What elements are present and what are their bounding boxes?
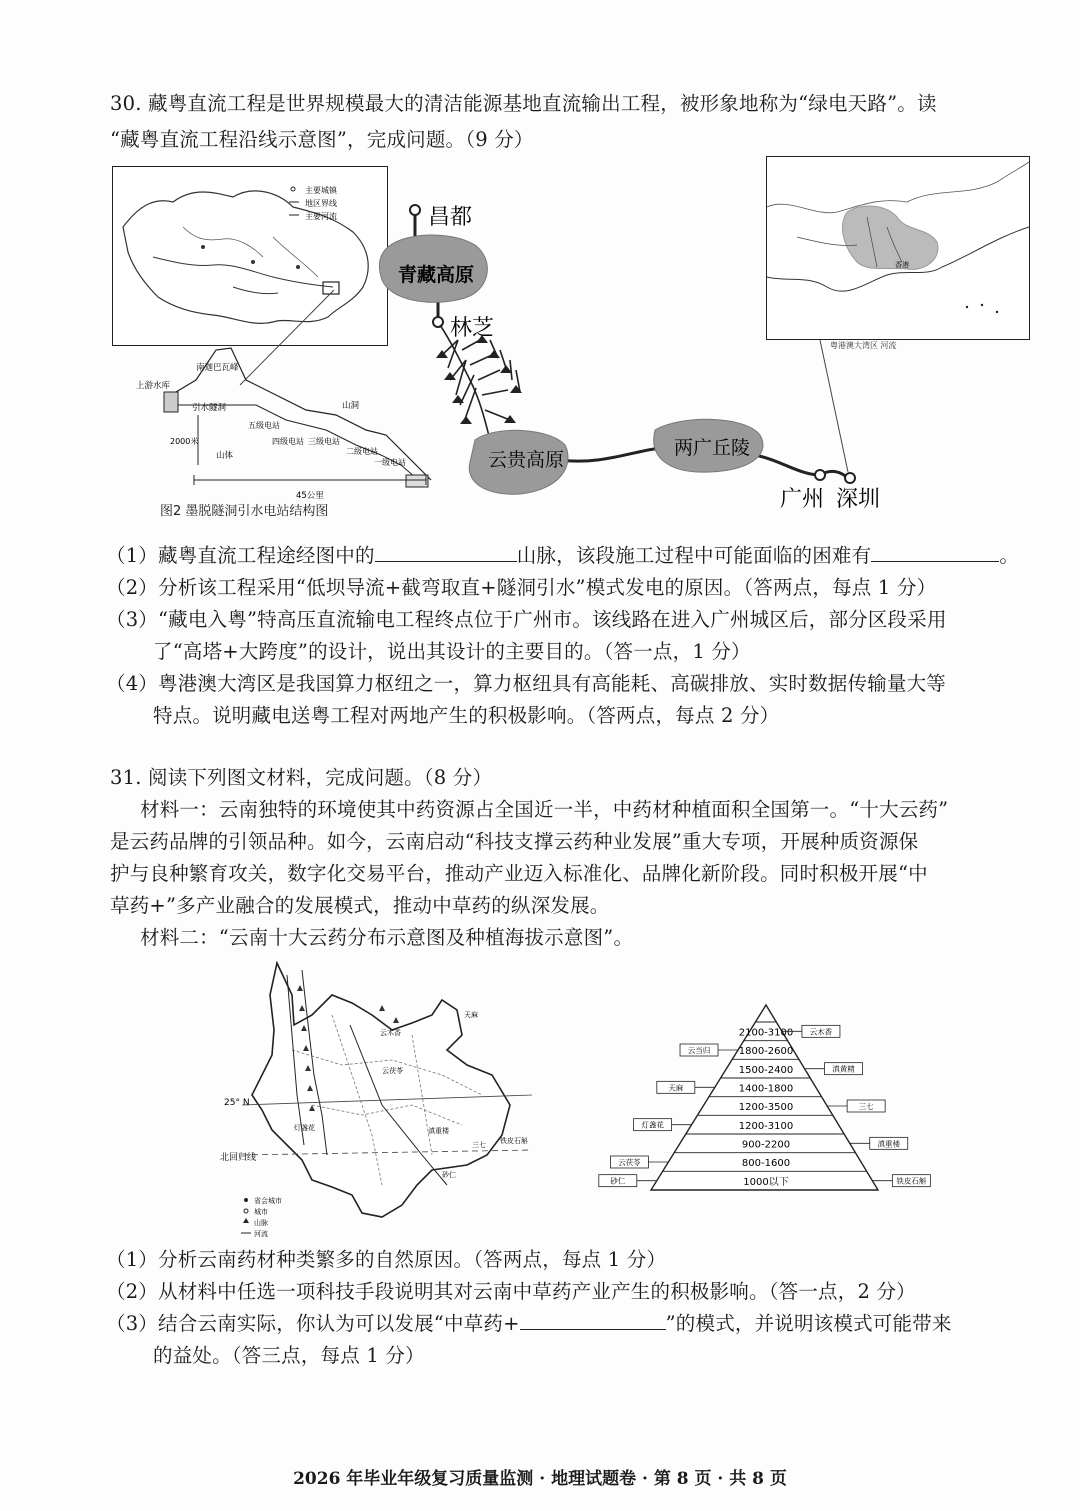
profile-length: 45公里: [296, 491, 324, 501]
pyramid-left-tag-2: [634, 1119, 692, 1131]
q30-1-part-b: 山脉，该段施工过程中可能面临的困难有: [516, 544, 872, 567]
profile-station5: 五级电站: [248, 421, 280, 430]
altitude-pyramid: [606, 1000, 926, 1200]
profile-station2: 二级电站: [346, 447, 378, 456]
route-yungui: 云贵高原: [488, 449, 565, 471]
yunnan-place-tiepishihu: 铁皮石斛: [500, 1137, 528, 1145]
svg-text:灯盏花: 灯盏花: [641, 1120, 664, 1130]
q30-1-blank-mountain[interactable]: [375, 543, 517, 562]
profile-cave: 山洞: [342, 401, 360, 411]
svg-text:云木香: 云木香: [809, 1027, 833, 1037]
q31-material2: 材料二：“云南十大云药分布示意图及种植海拔示意图”。: [140, 926, 634, 949]
q30-1: [106, 542, 1019, 570]
yunnan-place-yunmuxiang: 云木香: [380, 1029, 401, 1037]
pyramid-left-tag-3: [610, 1156, 668, 1168]
pyramid-left-tag-0: [680, 1044, 738, 1056]
profile-station4: 四级电站: [272, 437, 304, 446]
inset-hong-kong: 香港: [895, 261, 909, 269]
svg-text:砂仁: 砂仁: [610, 1176, 626, 1186]
route-shenzhen: 深圳: [836, 487, 881, 512]
q30-4-line1: （4）粤港澳大湾区是我国算力枢纽之一，算力枢纽具有高能耗、高碳排放、实时数据传输量大等: [106, 672, 947, 695]
tibet-legend-boundary: 地区界线: [305, 199, 337, 208]
pyramid-level-8: 1000以下: [743, 1176, 789, 1188]
profile-tunnel: 引水隧洞: [192, 403, 227, 413]
profile-peak: 南迦巴瓦峰: [196, 363, 239, 373]
route-qingzang: 青藏高原: [398, 264, 475, 286]
profile-station1: 一级电站: [374, 458, 406, 467]
pyramid-left-tag-4: [599, 1175, 657, 1187]
pyramid-level-4: 1200-3500: [738, 1102, 794, 1114]
yunnan-place-yunfuling: 云茯苓: [382, 1067, 403, 1075]
q30-intro-line1: 30. 藏粤直流工程是世界规模最大的清洁能源基地直流输出工程，被形象地称为“绿电天路”。读: [110, 92, 937, 115]
pyramid-level-6: 900-2200: [741, 1139, 791, 1151]
pyramid-right-tag-2: [827, 1100, 885, 1112]
q30-4-line2: 特点。说明藏电送粤工程对两地产生的积极影响。（答两点，每点 2 分）: [153, 704, 780, 727]
bay-area-inset: [766, 156, 1030, 340]
yunnan-place-sanqi: 三七: [472, 1141, 486, 1149]
q31-material1-line1: 材料一：云南独特的环境使其中药资源占全国近一半，中药材种植面积全国第一。“十大云药”: [140, 798, 949, 821]
yunnan-place-dianzhonglou: 滇重楼: [428, 1127, 449, 1135]
q31-1: （1）分析云南药材种类繁多的自然原因。（答两点，每点 1 分）: [106, 1248, 667, 1271]
yunnan-legend-capital: 省会城市: [254, 1197, 282, 1205]
yunnan-tropic: 北回归线: [220, 1153, 257, 1163]
q30-intro-line2: “藏粤直流工程沿线示意图”，完成问题。（9 分）: [110, 128, 534, 151]
q31-material1-line4: 草药+”多产业融合的发展模式，推动中草药的纵深发展。: [110, 894, 610, 917]
profile-height: 2000米: [170, 437, 199, 446]
pyramid-level-2: 1500-2400: [738, 1064, 794, 1076]
yunnan-lat25: 25° N: [224, 1098, 250, 1108]
q31-3-part-a: （3）结合云南实际，你认为可以发展“中草药+: [106, 1312, 520, 1335]
profile-reservoir: 上游水库: [136, 381, 171, 391]
q31-2: （2）从材料中任选一项科技手段说明其对云南中草药产业产生的积极影响。（答一点，2 分）: [106, 1280, 916, 1303]
svg-text:天麻: 天麻: [668, 1083, 684, 1093]
yunnan-legend-mountain: 山脉: [254, 1219, 268, 1227]
q30-1-part-a: （1）藏粤直流工程途经图中的: [106, 544, 375, 567]
q31-3-line1: [106, 1310, 952, 1338]
tibet-legend-town: 主要城镇: [305, 186, 337, 195]
profile-station3: 三级电站: [308, 437, 340, 446]
bay-area-drawing: [767, 157, 1029, 339]
pyramid-level-5: 1200-3100: [738, 1120, 794, 1132]
route-linzhi: 林芝: [450, 316, 495, 341]
svg-text:三七: 三七: [858, 1102, 874, 1111]
route-changdu: 昌都: [428, 205, 473, 230]
yunnan-place-dengzhanhua: 灯盏花: [294, 1124, 315, 1132]
pyramid-level-0: 2100-3100: [738, 1027, 794, 1039]
pyramid-left-tag-1: [657, 1081, 715, 1093]
q31-3-blank-mode[interactable]: [520, 1311, 666, 1330]
svg-text:滇黄精: 滇黄精: [832, 1064, 855, 1074]
q30-1-part-c: 。: [999, 544, 1020, 567]
pyramid-level-7: 800-1600: [741, 1158, 791, 1170]
svg-text:云当归: 云当归: [687, 1046, 711, 1055]
q30-1-blank-difficulty[interactable]: [871, 543, 999, 562]
pyramid-level-1: 1800-2600: [738, 1046, 794, 1058]
pyramid-right-tag-1: [805, 1063, 863, 1075]
svg-text:滇重楼: 滇重楼: [877, 1139, 900, 1149]
q30-3-line1: （3）“藏电入粤”特高压直流输电工程终点位于广州市。该线路在进入广州城区后，部分区段采用: [106, 608, 947, 631]
yunnan-map: [220, 955, 562, 1245]
q31-material1-line2: 是云药品牌的引领品种。如今，云南启动“科技支撑云药种业发展”重大专项，开展种质资源保: [110, 830, 919, 853]
q31-3-part-b: ”的模式，并说明该模式可能带来: [665, 1312, 952, 1335]
q31-3-line2: 的益处。（答三点，每点 1 分）: [153, 1344, 425, 1367]
yunnan-place-sharen: 砂仁: [442, 1171, 456, 1179]
bay-area-legend: 粤港澳大湾区 河流: [830, 341, 897, 350]
q30-2: （2）分析该工程采用“低坝导流+截弯取直+隧洞引水”模式发电的原因。（答两点，每点 1 分）: [106, 576, 937, 599]
q31-intro: 31. 阅读下列图文材料，完成问题。（8 分）: [110, 766, 493, 789]
svg-text:云茯苓: 云茯苓: [618, 1158, 641, 1167]
profile-mountain: 山体: [216, 451, 234, 461]
q30-3-line2: 了“高塔+大跨度”的设计，说出其设计的主要目的。（答一点，1 分）: [153, 640, 751, 663]
route-guangzhou: 广州: [780, 487, 825, 512]
yunnan-legend-river: 河流: [254, 1230, 268, 1238]
pyramid-level-3: 1400-1800: [738, 1083, 794, 1095]
yunnan-place-tianma: 天麻: [464, 1011, 478, 1019]
figure2-caption: 图2 墨脱隧洞引水电站结构图: [160, 504, 329, 519]
route-lianguang: 两广丘陵: [674, 437, 751, 459]
svg-text:铁皮石斛: 铁皮石斛: [896, 1176, 927, 1186]
page-footer: 2026 年毕业年级复习质量监测 · 地理试题卷 · 第 8 页 · 共 8 页: [293, 1469, 787, 1489]
tibet-legend-river: 主要河流: [305, 212, 337, 221]
pyramid-right-tag-4: [872, 1175, 930, 1187]
q31-material1-line3: 护与良种繁育攻关，数字化交易平台，推动产业迈入标准化、品牌化新阶段。同时积极开展“中: [110, 862, 928, 885]
pyramid-right-tag-3: [850, 1137, 908, 1149]
yunnan-legend-city: 城市: [254, 1208, 268, 1216]
